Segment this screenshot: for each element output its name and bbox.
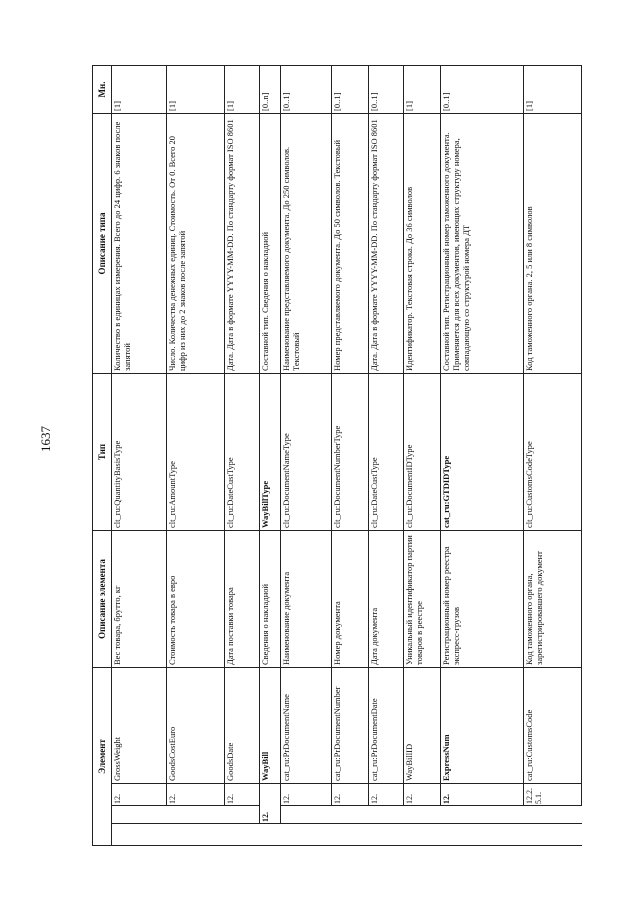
element-description: Дата документа	[369, 530, 404, 667]
table-row	[441, 65, 524, 845]
header-element-description: Описание элемента	[93, 530, 112, 667]
table-row	[225, 65, 260, 845]
element-type: WayBillType	[260, 373, 281, 530]
multiplicity: [1]	[404, 65, 441, 113]
element-description: Номер документа	[332, 530, 369, 667]
type-description: Код таможенного органа. 2, 5 или 8 символов	[524, 113, 582, 373]
row-number: 12.	[281, 784, 332, 806]
type-description: Наименование представляемого документа. До 250 символов. Текстовый	[281, 113, 332, 373]
table-header-row	[93, 65, 112, 845]
multiplicity: [1]	[112, 65, 167, 113]
element-type: clt_ru:CustomsCodeType	[524, 373, 582, 530]
element-table	[92, 65, 582, 846]
element-name: WayBill	[260, 667, 281, 783]
element-type: clt_ru:DocumentIDType	[404, 373, 441, 530]
element-description: Код таможенного органа, зарегистрировавшего документ	[524, 530, 582, 667]
header-multiplicity: Мн.	[93, 65, 112, 113]
type-description: Составной тип. Регистрационный номер таможенного документа. Применяется для всех документов, имеющих структуру номера, совпадающую со структурой номера ДТ	[441, 113, 524, 373]
row-number: 12.	[260, 784, 281, 824]
type-description: Номер представляемого документа. До 50 символов. Текстовый	[332, 113, 369, 373]
type-description: Составной тип. Сведения о накладной	[260, 113, 281, 373]
table-row	[404, 65, 441, 845]
row-number: 12.	[369, 784, 404, 806]
type-description: Число. Количества денежных единиц. Стоимость. От 0. Всего 20 цифр из них до 2 знаков после запятой	[167, 113, 225, 373]
page-number: 1637	[38, 426, 53, 452]
multiplicity: [0..1]	[441, 65, 524, 113]
element-name: cat_ru:PrDocumentDate	[369, 667, 404, 783]
type-description: Дата. Дата в формате YYYY-MM-DD. По стандарту формат ISO 8601	[369, 113, 404, 373]
element-name: GoodsDate	[225, 667, 260, 783]
type-description: Количество в единицах измерения. Всего до 24 цифр. 6 знаков после запятой	[112, 113, 167, 373]
document-table-container	[92, 66, 548, 846]
element-name: GoodsCostEuro	[167, 667, 225, 783]
row-number: 12.	[112, 784, 167, 806]
row-number: 12.	[332, 784, 369, 806]
multiplicity: [1]	[524, 65, 582, 113]
element-name: cat_ru:PrDocumentNumber	[332, 667, 369, 783]
multiplicity: [1]	[225, 65, 260, 113]
row-number: 12.	[441, 784, 524, 806]
element-type: cat_ru:GTDIDType	[441, 373, 524, 530]
element-name: GrossWeight	[112, 667, 167, 783]
element-description: Дата поставки товара	[225, 530, 260, 667]
table-row	[260, 65, 281, 845]
multiplicity: [0..1]	[369, 65, 404, 113]
table-row	[167, 65, 225, 845]
element-description: Вес товара, брутто, кг	[112, 530, 167, 667]
table-row	[524, 65, 582, 845]
element-type: clt_ru:AmountType	[167, 373, 225, 530]
element-description: Стоимость товара в евро	[167, 530, 225, 667]
element-type: clt_ru:DocumentNameType	[281, 373, 332, 530]
multiplicity: [0..1]	[332, 65, 369, 113]
element-description: Регистрационный номер реестра экспресс-грузов	[441, 530, 524, 667]
multiplicity: [1]	[167, 65, 225, 113]
element-type: clt_ru:DocumentNumberType	[332, 373, 369, 530]
type-description: Идентификатор. Текстовая строка. До 36 символов	[404, 113, 441, 373]
header-type: Тип	[93, 373, 112, 530]
element-type: clt_ru:QuantityBasisType	[112, 373, 167, 530]
row-number: 12.	[167, 784, 225, 806]
table-row	[281, 65, 332, 845]
type-description: Дата. Дата в формате YYYY-MM-DD. По стандарту формат ISO 8601	[225, 113, 260, 373]
element-name: WayBillID	[404, 667, 441, 783]
multiplicity: [0..1]	[281, 65, 332, 113]
element-type: clt_ru:DateCustType	[369, 373, 404, 530]
element-type: clt_ru:DateCustType	[225, 373, 260, 530]
header-element: Элемент	[93, 667, 112, 845]
element-description: Наименование документа	[281, 530, 332, 667]
element-name: cat_ru:PrDocumentName	[281, 667, 332, 783]
row-number: 12.	[404, 784, 441, 806]
element-name: ExpressNum	[441, 667, 524, 783]
table-row	[369, 65, 404, 845]
table-row	[332, 65, 369, 845]
header-type-description: Описание типа	[93, 113, 112, 373]
table-row	[112, 65, 167, 845]
row-number: 12.2.5.1.	[524, 784, 582, 806]
multiplicity: [0..n]	[260, 65, 281, 113]
element-description: Уникальный идентификатор партии товаров в реестре	[404, 530, 441, 667]
element-name: cat_ru:CustomsCode	[524, 667, 582, 783]
row-number: 12.	[225, 784, 260, 806]
element-description: Сведения о накладной	[260, 530, 281, 667]
